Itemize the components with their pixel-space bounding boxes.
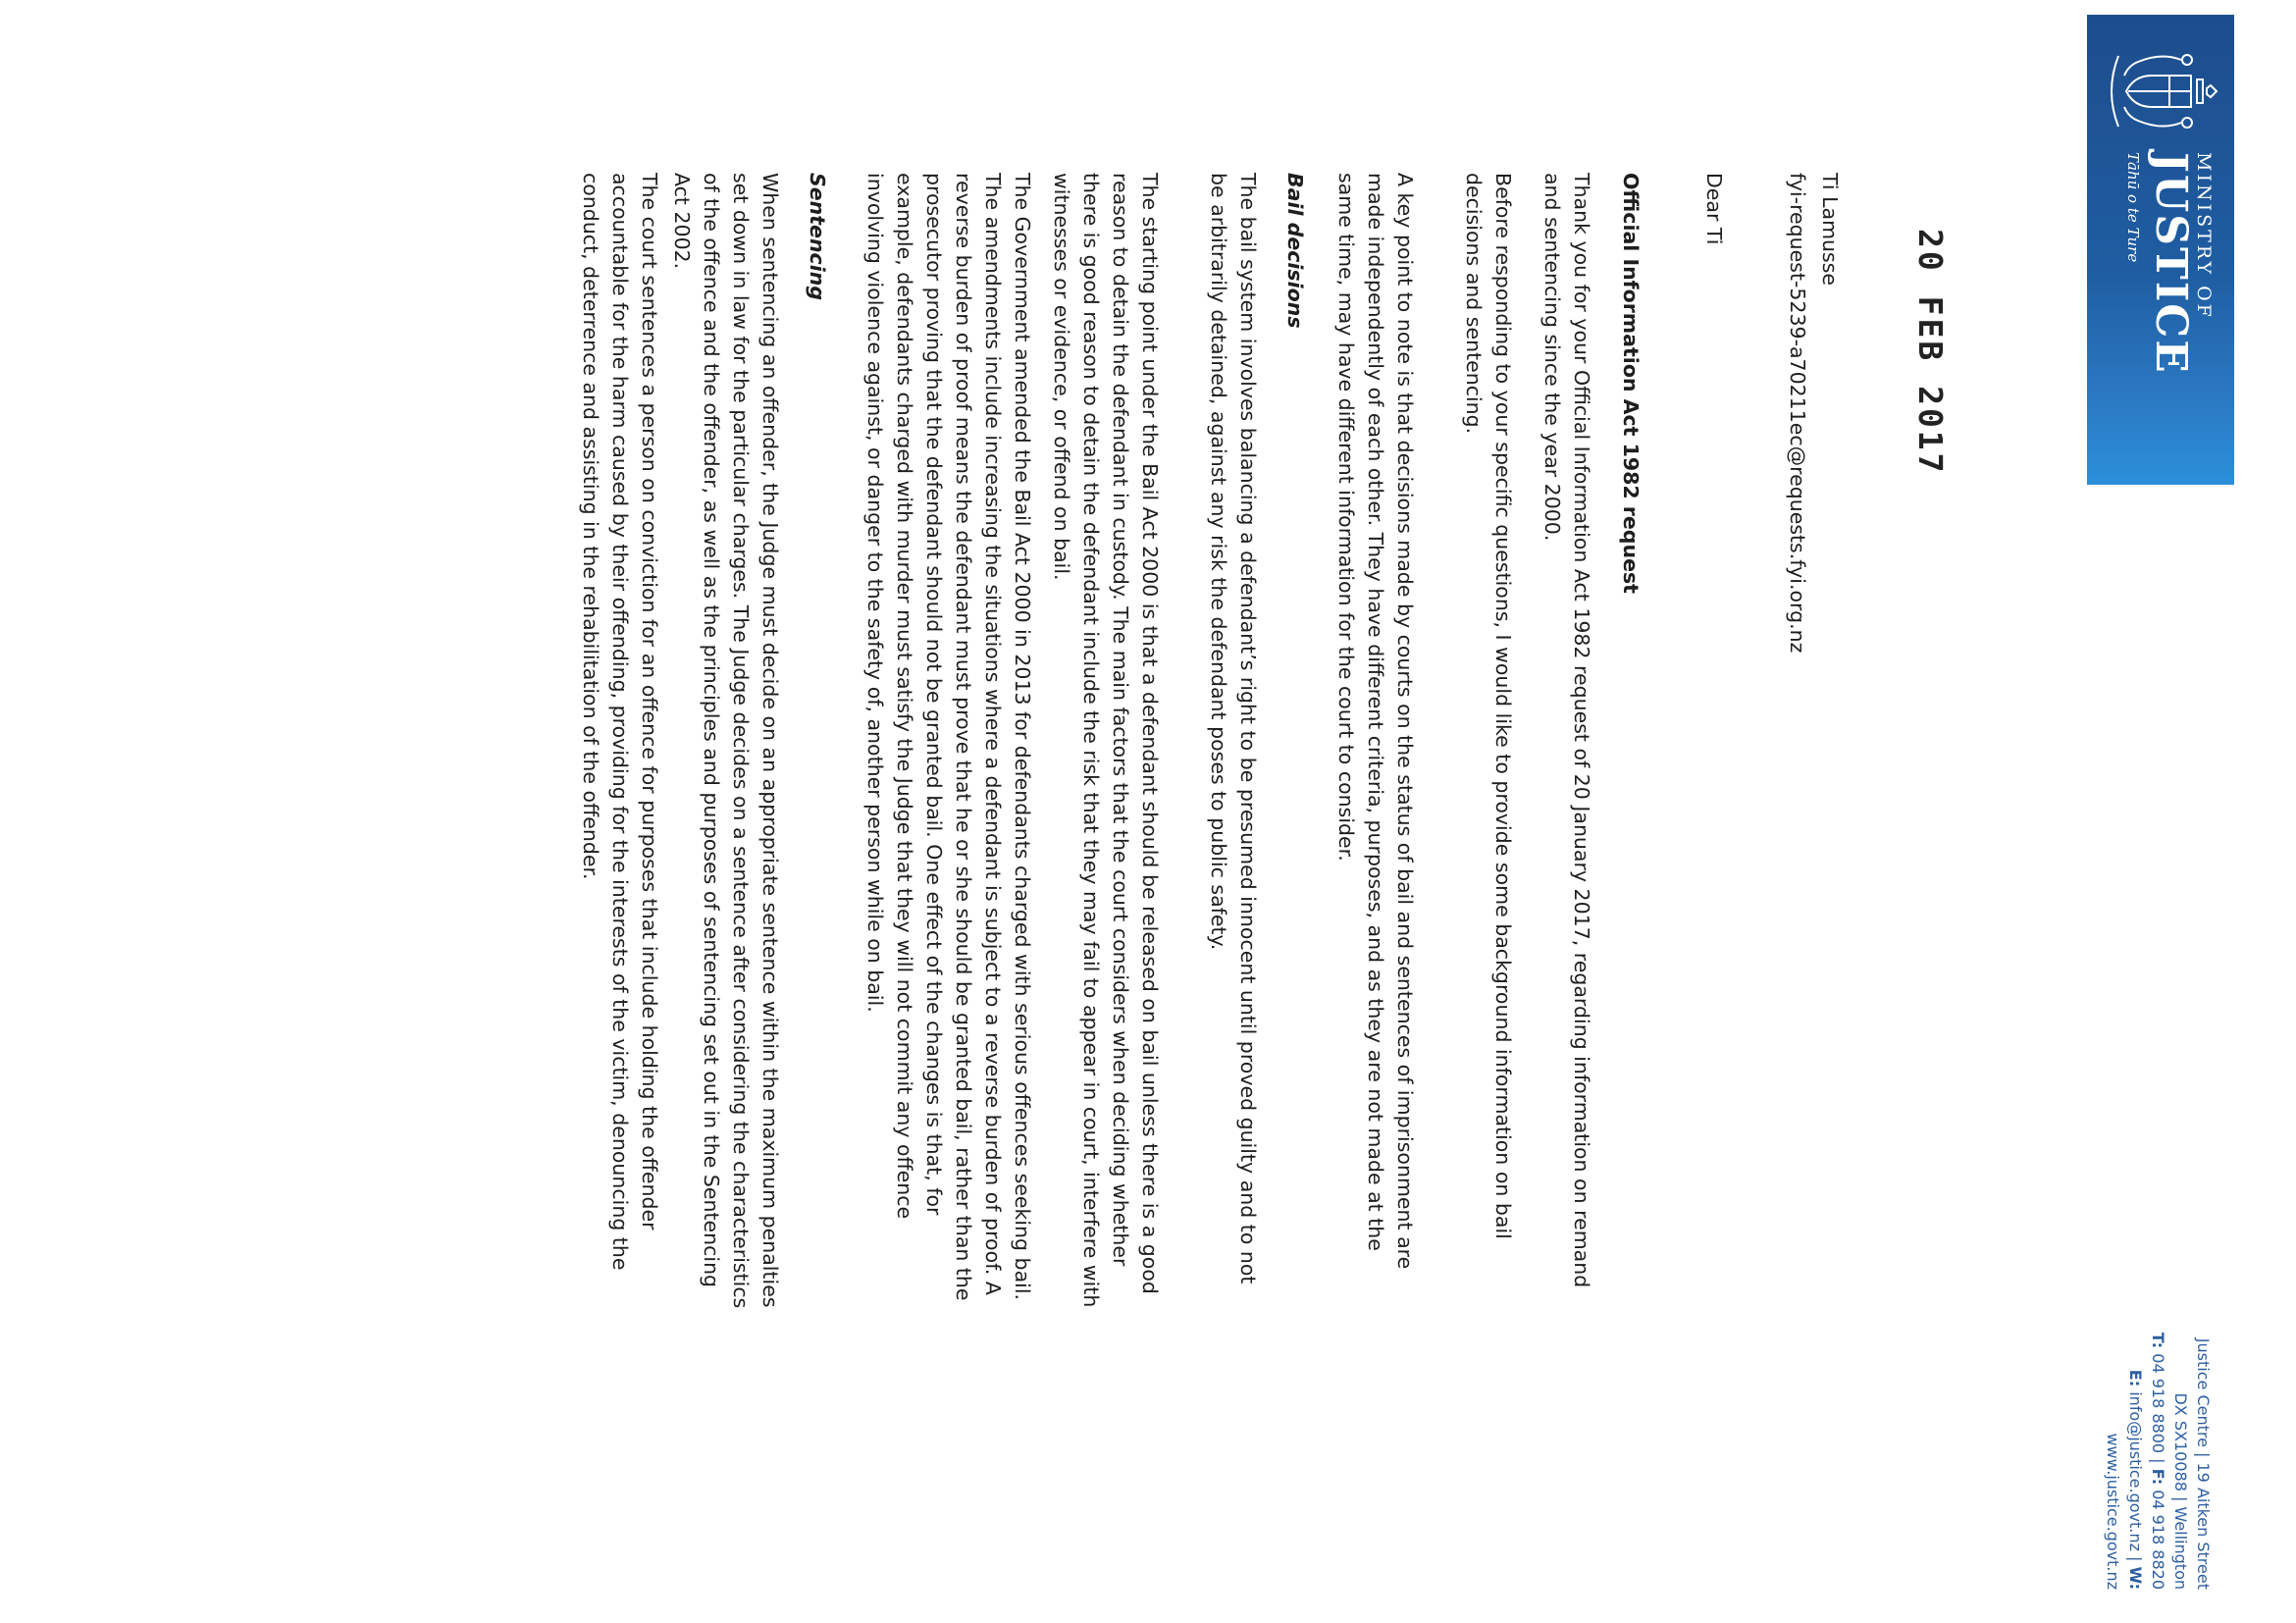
section-heading-bail: Bail decisions (1283, 173, 1307, 329)
bail-paragraph: The bail system involves balancing a defendant’s right to be presumed innocent until proved guilty and to not be arbitrarily detained, against any risk the defendant poses to public safety. (1207, 173, 1260, 1284)
web-label: W: (2126, 1566, 2145, 1590)
logo-wordmark (2124, 152, 2215, 375)
fax-number: 04 918 8820 (2149, 1490, 2167, 1590)
sentencing-paragraph: When sentencing an offender, the Judge must decide on an appropriate sentence within the maximum penalties set down in law for the particular charges. The Judge decides on a sentence after considering the characteristics of the offence and the offender, as well as the principles and purposes of sentencing set out in the Sentencing Act 2002. (670, 173, 782, 1309)
recipient-email[interactable]: fyi-request-5239-a70211ec@requests.fyi.org.nz (1786, 173, 1809, 654)
salutation: Dear Ti (1702, 173, 1726, 245)
email-web-line: E: info@justice.govt.nz | W: www.justice.govt.nz (2104, 1369, 2145, 1590)
coat-of-arms-icon (2103, 42, 2220, 140)
email-address[interactable]: info@justice.govt.nz (2126, 1391, 2145, 1551)
contact-block (2102, 1276, 2215, 1590)
address-line-2: DX SX10088 | Wellington (2171, 1392, 2190, 1590)
section-heading-sentencing: Sentencing (806, 173, 829, 301)
logo-justice: JUSTICE (2146, 152, 2196, 375)
sentencing-paragraph: The court sentences a person on conviction for an offence for purposes that include holding the offender accountable for the harm caused by their offending, providing for the interests of the victim, denouncing the conduct, deterrence and assisting in the rehabilitation of the offender. (579, 173, 661, 1271)
bail-paragraph: The Government amended the Bail Act 2000 in 2013 for defendants charged with serious offences seeking bail. The amendments include increasing the situations where a defendant is subject to a reverse burden of proof. A reverse burden of proof means the defendant must prove that he or she should be granted bail, rather than the prosecutor proving that the defendant should not be granted bail. One effect of the changes is that, for example, defendants charged with murder must satisfy the Judge that they will not commit any offence involving violence against, or danger to the safety of, another person while on bail. (863, 173, 1034, 1301)
recipient-name: Ti Lamusse (1818, 173, 1842, 287)
intro-paragraph: Thank you for your Official Information Act 1982 request of 20 January 2017, regarding information on remand and sentencing since the year 2000. (1540, 173, 1593, 1288)
logo-ministry-of: MINISTRY OF (2193, 152, 2215, 320)
email-label: E: (2126, 1369, 2145, 1387)
date-stamp: 20 FEB 2017 (1911, 229, 1950, 476)
ministry-logo (2087, 15, 2234, 485)
phone-fax-line: T: 04 918 8800 | F: 04 918 8820 (2149, 1332, 2167, 1590)
web-address[interactable]: www.justice.govt.nz (2104, 1433, 2122, 1590)
intro-paragraph: Before responding to your specific questions, I would like to provide some background information on bail decisions and sentencing. (1462, 173, 1515, 1239)
fax-label: F: (2149, 1468, 2167, 1486)
bail-paragraph: The starting point under the Bail Act 2000 is that a defendant should be released on bail unless there is a good reason to detain the defendant in custody. The main factors that the court considers when deciding whether there is good reason to detain the defendant include the risk that they may fail to appear in court, interfere with witnesses or evidence, or offend on bail. (1050, 173, 1162, 1308)
address-line-1: Justice Centre | 19 Aitken Street (2194, 1337, 2213, 1590)
phone-number: 04 918 8800 (2149, 1353, 2167, 1454)
subject-heading: Official Information Act 1982 request (1619, 173, 1643, 594)
logo-tagline: Tāhū o te Ture (2124, 152, 2142, 263)
phone-label: T: (2149, 1332, 2167, 1349)
intro-paragraph: A key point to note is that decisions made by courts on the status of bail and sentences of imprisonment are made independently of each other. They have different criteria, purposes, and as they are not made at the same time, may have different information for the court to consider. (1334, 173, 1417, 1270)
